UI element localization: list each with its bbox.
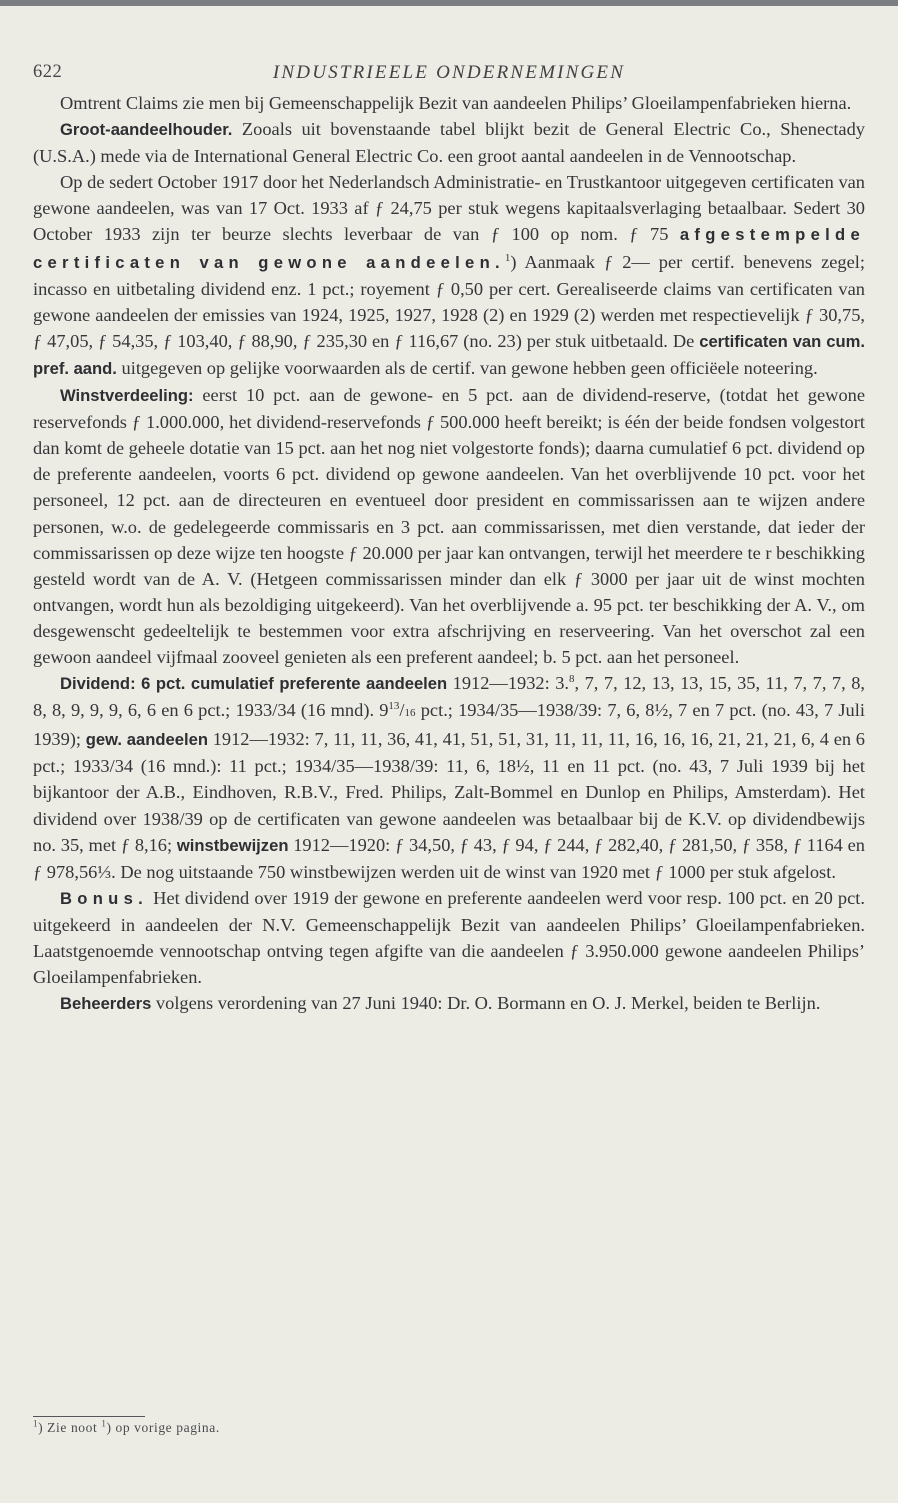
superscript-a: 8	[569, 672, 575, 685]
footnote-text-b: ) op vorige pagina.	[106, 1420, 220, 1435]
running-title: INDUSTRIEELE ONDERNEMINGEN	[272, 62, 626, 83]
label-dividend: Dividend: 6 pct. cumulatief preferente aandeelen	[60, 674, 448, 694]
paragraph-winstverdeeling	[33, 382, 865, 670]
fraction-denominator: 16	[404, 707, 416, 720]
paragraph-claims	[33, 90, 865, 116]
spaced-afgestempelde: afgestempelde certificaten van gewone aandeelen.	[33, 225, 865, 272]
paragraph-bonus-text: Het dividend over 1919 der gewone en preferente aandeelen werd voor resp. 100 pct. en 20 pct. uitgekeerd in aandeelen der N.V. Gemeenschappelijk Bezit van aandeelen Philips’ Gloeilampenfabrieken. Laatstgenoemde vennootschap ontving tegen afgifte van die aandeelen ƒ 3.950.000 gewone aandeelen Philips’ Gloeilampenfabrieken.	[33, 887, 865, 988]
superscript-b: 13	[388, 700, 400, 713]
page-number: 622	[33, 62, 63, 82]
paragraph-dividend-text-d: pct.; 1934/35—1938/39: 7, 6, 8½, 7 en 7 pct. (no. 43, 7 Juli 1939);	[33, 700, 865, 750]
paragraph-beheerders	[33, 990, 865, 1017]
fraction-slash: /	[399, 700, 405, 721]
footnote-ref: 1	[504, 251, 511, 264]
label-groot-aandeelhouder: Groot-aandeelhouder.	[60, 120, 233, 140]
footnote	[33, 1420, 220, 1436]
label-bonus: Bonus.	[60, 888, 149, 908]
paragraph-dividend-text-b: , 7, 7, 12, 13, 13, 15, 35, 11, 7, 7, 7, 8, 8, 8, 9, 9, 9, 6, 6 en 6 pct.; 1933/34 (16 mnd). 9	[33, 673, 865, 721]
footnote-text-a: ) Zie noot	[38, 1420, 102, 1435]
paragraph-groot-aandeelhouder	[33, 116, 865, 169]
top-scan-edge	[0, 0, 898, 6]
label-beheerders: Beheerders	[60, 994, 152, 1014]
footnote-mark: 1	[33, 1418, 39, 1429]
paragraph-dividend-text-e: 1912—1932: 7, 11, 11, 36, 41, 41, 51, 51, 31, 11, 11, 11, 16, 16, 16, 21, 21, 21, 6, 4 en 6 pct.; 1933/34 (16 mnd.): 11 pct.; 1934/35—1938/39: 11, 6, 18½, 11 en 11 pct. (no. 43, 7 Juli 1939 bij het bijkantoor der A.B., Eindhoven, R.B.V., Fred. Philips, Zalt-Bommel en Dunlop en Philips, Amsterdam). Het dividend over 1938/39 op de certificaten van gewone aandeelen was betaalbaar bij de K.V. op dividendbewijs no. 35, met ƒ 8,16;	[33, 729, 865, 855]
paragraph-dividend-text-a: 1912—1932: 3.	[447, 673, 569, 694]
footnote-divider	[33, 1416, 145, 1417]
label-winstverdeeling: Winstverdeeling:	[60, 386, 194, 406]
footnote-mark-2: 1	[101, 1418, 107, 1429]
paragraph-winstverdeeling-text: eerst 10 pct. aan de gewone- en 5 pct. aan de dividend-reserve, (totdat het gewone reservefonds ƒ 1.000.000, het dividend-reservefonds ƒ 500.000 heeft bereikt; is één der beide fondsen volgestort dan komt de geheele dotatie van 15 pct. aan het nog niet volgestorte fonds); daarna cumulatief 6 pct. dividend op de preferente aandeelen, voorts 6 pct. dividend op gewone aandeelen. Van het overblijvende 10 pct. voor het personeel, 12 pct. aan de directeuren en eventueel door president en commissarissen aan te wijzen andere personen, w.o. de gedelegeerde commissaris en 3 pct. aan commissarissen, met dien verstande, dat ieder der commissarissen op deze wijze ten hoogste ƒ 20.000 per jaar kan ontvangen, terwijl het meerdere te r beschikking gesteld wordt van de A. V. (Hetgeen commissarissen minder dan elk ƒ 3000 per jaar uit de winst mochten ontvangen, wordt hun als bezoldiging uitgekeerd). Van het overblijvende a. 95 pct. ter beschikking der A. V., om desgewenscht gedeeltelijk te bestemmen voor extra afschrijving en reserveering. Van het overschot zal een gewoon aandeel vijfmaal zooveel genieten als een preferent aandeel; b. 5 pct. aan het personeel.	[33, 385, 865, 667]
label-cum-pref: certificaten van cum. pref. aand.	[33, 331, 865, 378]
paragraph-certificaten-text-b: ) Aanmaak ƒ 2— per certif. benevens zegel; incasso en uitbetaling dividend enz. 1 pct.; royement ƒ 0,50 per cert. Gerealiseerde claims van certificaten van gewone aandeelen der emissies van 1924, 1925, 1927, 1928 (2) en 1929 (2) werden met respectievelijk ƒ 30,75, ƒ 47,05, ƒ 54,35, ƒ 103,40, ƒ 88,90, ƒ 235,30 en ƒ 116,67 (no. 23) per stuk uitbetaald. De	[33, 251, 865, 351]
body-text	[33, 90, 865, 1017]
paragraph-certificaten-text-c: uitgegeven op gelijke voorwaarden als de certif. van gewone hebben geen officiëele noteering.	[116, 357, 818, 378]
paragraph-dividend-text-f: 1912—1920: ƒ 34,50, ƒ 43, ƒ 94, ƒ 244, ƒ 282,40, ƒ 281,50, ƒ 358, ƒ 1164 en ƒ 978,56⅓. De nog uitstaande 750 winstbewijzen werden uit de winst van 1920 met ƒ 1000 per stuk afgelost.	[33, 834, 866, 882]
paragraph-certificaten-text-a: Op de sedert October 1917 door het Nederlandsch Administratie- en Trustkantoor uitgegeven certificaten van gewone aandeelen, was van 17 Oct. 1933 af ƒ 24,75 per stuk wegens kapitaalsverlaging betaalbaar. Sedert 30 October 1933 zijn ter beurze slechts leverbaar de van ƒ 100 op nom. ƒ 75	[33, 172, 865, 245]
label-gew-aandeelen: gew. aandeelen	[85, 730, 208, 750]
page-header	[33, 62, 865, 88]
paragraph-beheerders-text: volgens verordening van 27 Juni 1940: Dr. O. Bormann en O. J. Merkel, beiden te Berlijn.	[151, 993, 821, 1014]
label-winstbewijzen: winstbewijzen	[176, 835, 289, 855]
paragraph-groot-aandeelhouder-text: Zooals uit bovenstaande tabel blijkt bezit de General Electric Co., Shenectady (U.S.A.) mede via de International General Electric Co. een groot aantal aandeelen in de Vennootschap.	[33, 119, 865, 167]
paragraph-dividend	[33, 670, 865, 885]
paragraph-bonus	[33, 885, 865, 990]
paragraph-certificaten	[33, 169, 865, 382]
paragraph-claims-text: Omtrent Claims zie men bij Gemeenschappelijk Bezit van aandeelen Philips’ Gloeilampenfabrieken hierna.	[60, 93, 852, 113]
